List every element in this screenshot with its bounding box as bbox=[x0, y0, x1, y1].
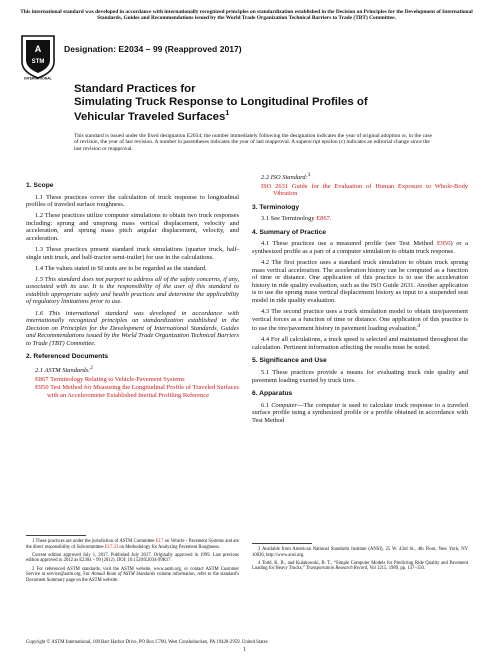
title-line: Vehicular Traveled Surfaces$^1$ bbox=[74, 110, 230, 123]
document-title bbox=[74, 83, 434, 124]
paragraph-1-6: 1.6 This international standard was developed in accordance with internationally recognized principles on standardization established in the Decision on Principles for the Development of International Standards, Guides and Recommendations issued by the World Trade Organization Technical Barriers to Trade (TBT) Committee. bbox=[26, 309, 239, 347]
section-heading-referenced-documents: 2. Referenced Documents bbox=[26, 353, 109, 361]
wto-notice: This international standard was developed in accordance with internationally recognized principles on standardization established in the Decision on Principles for the Development of International Standards, Guides and Recommendations issued by the World Trade Organization Technical Barriers to Trade (TBT) Committee. bbox=[20, 9, 473, 22]
footnote-1: 1 These practices are under the jurisdiction of ASTM Committee E17 on Vehicle - Pavement Systems and are the direct responsibility of Subcommittee E17.33 on Methodology for Analyzing Pavement Roughness. bbox=[26, 539, 239, 550]
footnote-4: 4 Todd, K. B., and Kulakowski, B. T., “Simple Computer Models for Predicting Ride Quality and Pavement Loading for Heavy Trucks,” Transportation Research Record, Vol 1215, 1989, pp. 137–150. bbox=[252, 560, 468, 572]
link-e867[interactable]: E867 bbox=[316, 215, 330, 223]
section-heading-terminology: 3. Terminology bbox=[252, 203, 300, 211]
footnote-2: 2 For referenced ASTM standards, visit the ASTM website, www.astm.org, or contact ASTM Customer Service at service@astm.org. For Annual Book of ASTM Standards volume information, refer to the standard's Document Summary page on the ASTM website. bbox=[26, 566, 239, 583]
paragraph-4-1: 4.1 These practices use a measured profile (see Test Method E950) or a synthesized profile as a part of a computer simulation to obtain truck response. bbox=[252, 240, 468, 255]
reference-e867: E867 Terminology Relating to Vehicle-Pavement Systems bbox=[35, 375, 185, 383]
page-number: 1 bbox=[243, 647, 246, 653]
footnotes-right bbox=[252, 547, 468, 575]
paragraph-1-4: 1.4 The values stated in SI units are to be regarded as the standard. bbox=[35, 264, 207, 272]
reference-iso-2631: ISO 2631 Guide for the Evaluation of Human Exposure to Whole-Body Vibration bbox=[261, 182, 469, 198]
link-committee-e17[interactable]: E17 bbox=[155, 539, 164, 544]
title-footnote-mark: 1 bbox=[225, 110, 230, 118]
issuance-note: This standard is issued under the fixed designation E2034; the number immediately following the designation indicates the year of original adoption or, in the case of revision, the year of last revision. A number in parentheses indicates the year of last reapproval. A superscript epsilon (ε) indicates an editorial change since the last revision or reapproval. bbox=[74, 133, 432, 152]
astm-logo bbox=[18, 32, 58, 80]
footnotes-left bbox=[26, 539, 239, 586]
copyright-line: Copyright © ASTM International, 100 Barr Harbor Drive, PO Box C700, West Conshohocken, PA 19428-2959. United States bbox=[26, 640, 268, 645]
link-e867[interactable]: E867 bbox=[35, 375, 49, 383]
section-heading-scope: 1. Scope bbox=[26, 182, 54, 189]
left-column bbox=[26, 176, 239, 400]
paragraph-5-1: 5.1 These practices provide a means for evaluating truck ride quality and pavement loading exerted by truck tires. bbox=[252, 369, 468, 384]
footnote-3: 3 Available from American National Standards Institute (ANSI), 25 W. 43rd St., 4th Floor, New York, NY 10036, http://www.ansi.org. bbox=[252, 547, 468, 558]
reference-e950: E950 Test Method for Measuring the Longitudinal Profile of Traveled Surfaces with an Accelerometer Established Inertial Profiling Reference bbox=[35, 384, 239, 399]
svg-text:A: A bbox=[34, 44, 42, 54]
right-column bbox=[252, 172, 468, 428]
iso-standard-label: 2.2 ISO Standard:$^3$ bbox=[261, 172, 311, 182]
svg-text:INTERNATIONAL: INTERNATIONAL bbox=[24, 76, 52, 80]
paragraph-4-3: 4.3 The second practice uses a truck simulation model to obtain tire/pavement vertical forces as a function of time or distance. One application of this practice is to use the tire/pavement history in pavement loading evaluation.$^4$ bbox=[252, 307, 468, 333]
title-line: Simulating Truck Response to Longitudinal Profiles of bbox=[74, 95, 368, 108]
footnote-1-edition: Current edition approved July 1, 2017. Published July 2017. Originally approved in 1999. Last previous edition approved in 2012 as E2304 – 99 (2012). DOI: 10.1520/E2034-99R17. bbox=[26, 552, 239, 564]
paragraph-3-1: 3.1 See Terminology E867. bbox=[261, 215, 332, 223]
footnote-rule-right bbox=[252, 543, 312, 544]
designation: Designation: E2034 – 99 (Reapproved 2017) bbox=[64, 44, 242, 54]
footnote-rule-left bbox=[26, 535, 86, 536]
paragraph-1-2: 1.2 These practices utilize computer simulations to obtain two truck responses including: sprung and unsprung mass vertical displacement, velocity and acceleration, and sprung mass pitch angular displacement, velocity, and acceleration. bbox=[26, 212, 239, 242]
section-heading-significance: 5. Significance and Use bbox=[252, 357, 327, 365]
title-line: Standard Practices for bbox=[74, 83, 196, 95]
paragraph-1-5: 1.5 This standard does not purport to address all of the safety concerns, if any, associated with its use. It is the responsibility of the user of this standard to establish appropriate safety and health practices and determine the applicability of regulatory limitations prior to use. bbox=[26, 275, 239, 306]
paragraph-1-3: 1.3 These practices present standard truck simulations (quarter truck, half-single unit truck, and half-tractor semi-trailer) for use in the calculations. bbox=[26, 246, 239, 261]
paragraph-6-1: 6.1 Computer—The computer is used to calculate truck response to a traveled surface profile using a synthesized profile or a profile obtained in accordance with Test Method bbox=[252, 401, 469, 424]
link-iso-2631[interactable]: ISO 2631 bbox=[261, 182, 289, 190]
svg-text:STM: STM bbox=[31, 59, 45, 65]
link-e950[interactable]: E950 bbox=[35, 384, 49, 392]
paragraph-4-2: 4.2 The first practice uses a standard truck simulation to obtain truck sprung mass vertical acceleration. The acceleration history can be computed as a function of time or distance. One application of this practice is to use the acceleration history in ride quality evaluation, such as the ISO Guide 2631. Another application is to use the sprung mass vertical displacement history as input to a suspended seat model in ride quality evaluation. bbox=[252, 259, 468, 304]
section-heading-summary: 4. Summary of Practice bbox=[252, 228, 326, 236]
link-e950[interactable]: E950 bbox=[436, 240, 451, 248]
paragraph-1-1: 1.1 These practices cover the calculation of truck response to longitudinal profiles of traveled surface roughness. bbox=[26, 193, 239, 209]
section-heading-apparatus: 6. Apparatus bbox=[252, 390, 293, 398]
astm-standards-label: 2.1 ASTM Standards:$^2$ bbox=[35, 364, 93, 375]
paragraph-4-4: 4.4 For all calculations, a truck speed is selected and maintained throughout the calculation. Pertinent information affecting the results must be noted. bbox=[252, 336, 468, 351]
link-subcommittee-e1733[interactable]: E17.33 bbox=[104, 544, 119, 550]
